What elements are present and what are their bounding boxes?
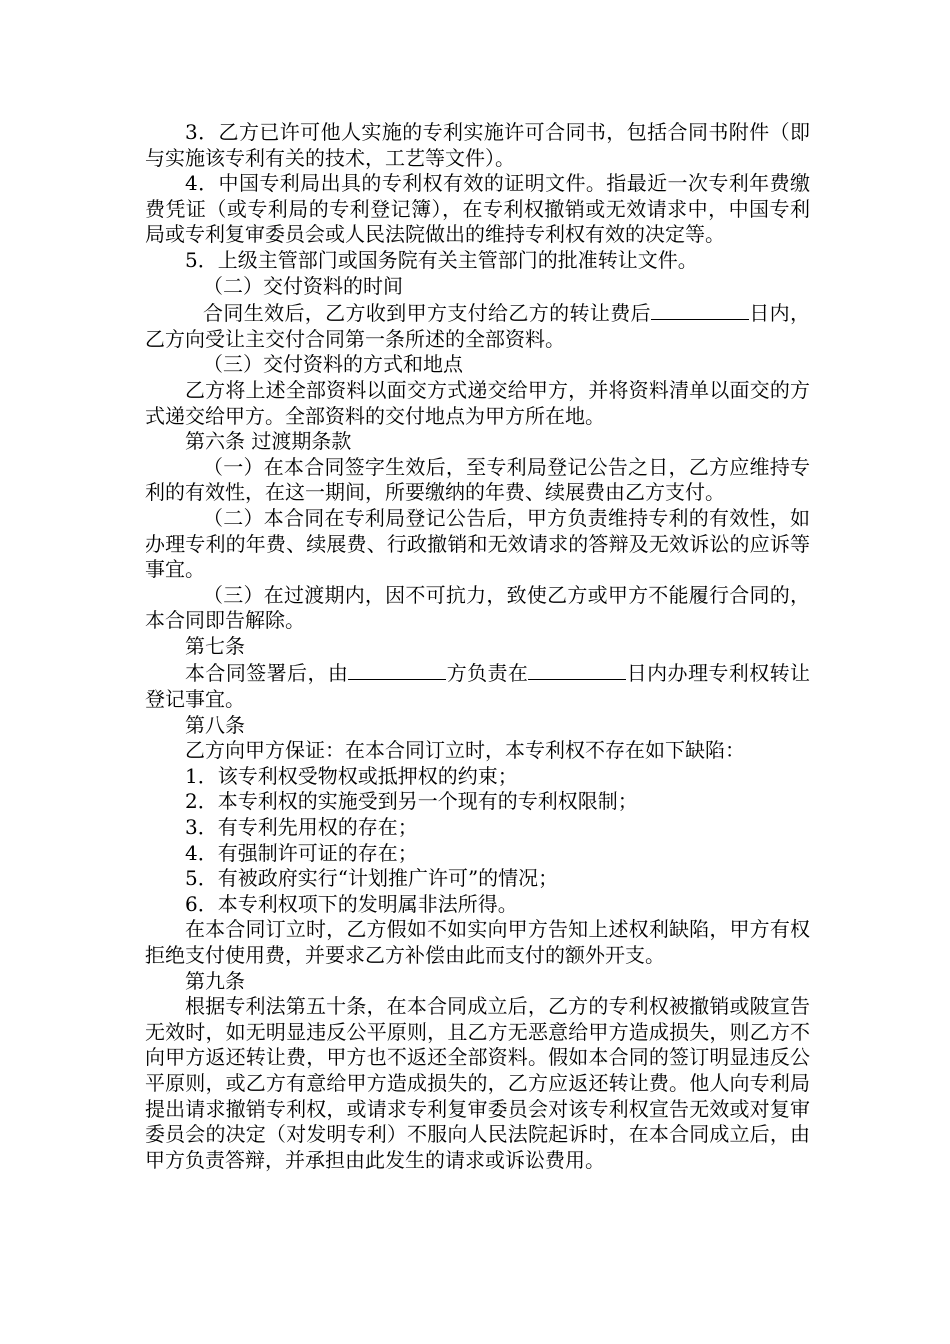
- paragraph-text: 在本合同订立时，乙方假如不如实向甲方告知上述权利缺陷，甲方有权拒绝支付使用费，并要求乙方补偿由此而支付的额外开支。: [145, 917, 810, 967]
- section-heading-delivery-method: [145, 352, 810, 378]
- paragraph-article-9: [145, 994, 810, 1173]
- fill-in-blank-days[interactable]: [528, 659, 626, 680]
- list-item-text: 6．本专利权项下的发明属非法所得。: [185, 891, 518, 916]
- paragraph-text: 乙方向甲方保证：在本合同订立时，本专利权不存在如下缺陷：: [185, 738, 745, 763]
- paragraph-text: 日内办理专利权转让登记事宜。: [145, 661, 811, 712]
- list-item-text: 3．有专利先用权的存在；: [185, 815, 418, 840]
- paragraph-text: （二）本合同在专利局登记公告后，甲方负责维持专利的有效性，如办理专利的年费、续展费、行政撤销和无效请求的答辩及无效诉讼的应诉等事宜。: [145, 505, 810, 582]
- article-6-heading: [145, 429, 810, 455]
- paragraph-text: 5．上级主管部门或国务院有关主管部门的批准转让文件。: [185, 247, 698, 272]
- paragraph-transition-1: [145, 455, 810, 506]
- heading-text: （三）交付资料的方式和地点: [203, 352, 463, 377]
- paragraph-text: 乙方将上述全部资料以面交方式递交给甲方，并将资料清单以面交的方式递交给甲方。全部资料的交付地点为甲方所在地。: [145, 377, 810, 428]
- paragraph-text: （一）在本合同签字生效后，至专利局登记公告之日，乙方应维持专利的有效性，在这一期间，所要缴纳的年费、续展费由乙方支付。: [145, 454, 810, 505]
- list-item-text: 1．该专利权受物权或抵押权的约束；: [185, 763, 518, 788]
- heading-text: 第六条 过渡期条款: [185, 429, 352, 454]
- paragraph-text: 3．乙方已许可他人实施的专利实施许可合同书，包括合同书附件（即与实施该专利有关的技术，工艺等文件）。: [145, 120, 810, 170]
- paragraph-text: 方负责在: [446, 661, 529, 686]
- paragraph-text: 根据专利法第五十条，在本合同成立后，乙方的专利权被撤销或陂宣告无效时，如无明显违反公平原则，且乙方无恶意给甲方造成损失，则乙方不向甲方返还转让费，甲方也不返还全部资料。假如本合同的签订明显违反公平原则，或乙方有意给甲方造成损失的，乙方应返还转让费。他人向专利局提出请求撤销专利权，或请求专利复审委员会对该专利权宣告无效或对复审委员会的决定（对发明专利）不服向人民法院起诉时，在本合同成立后，由甲方负责答辩，并承担由此发生的请求或诉讼费用。: [145, 994, 810, 1172]
- list-item-defect-2: [145, 789, 810, 815]
- document-body: [145, 120, 810, 1173]
- article-7-heading: [145, 634, 810, 660]
- paragraph-delivery-method: [145, 378, 810, 429]
- paragraph-article-8-closing: [145, 917, 810, 968]
- list-item-defect-1: [145, 764, 810, 790]
- heading-text: 第七条: [185, 633, 245, 658]
- article-8-heading: [145, 713, 810, 739]
- list-item-defect-4: [145, 841, 810, 867]
- paragraph-transition-3: [145, 583, 810, 634]
- heading-text: 第九条: [185, 968, 245, 993]
- paragraph-text: 4．中国专利局出具的专利权有效的证明文件。指最近一次专利年费缴费凭证（或专利局的专利登记簿），在专利权撤销或无效请求中，中国专利局或专利复审委员会或人民法院做出的维持专利权有效的决定等。: [145, 171, 810, 247]
- list-item-text: 2．本专利权的实施受到另一个现有的专利权限制；: [185, 789, 638, 814]
- fill-in-blank[interactable]: [651, 299, 749, 320]
- list-item-defect-3: [145, 815, 810, 841]
- list-item-text: 5．有被政府实行“计划推广许可”的情况；: [185, 866, 559, 891]
- heading-text: 第八条: [185, 712, 245, 737]
- paragraph-article-8-intro: [145, 738, 810, 764]
- paragraph-text: 日内，乙方向受让主交付合同第一条所述的全部资料。: [145, 301, 811, 351]
- fill-in-blank-party[interactable]: [348, 659, 446, 680]
- paragraph-article-7: [145, 659, 810, 712]
- paragraph-transition-2: [145, 506, 810, 583]
- paragraph-text: 本合同签署后，由: [185, 661, 349, 686]
- paragraph-text: 合同生效后，乙方收到甲方支付给乙方的转让费后: [203, 301, 651, 326]
- article-9-heading: [145, 969, 810, 995]
- section-heading-delivery-time: [145, 274, 810, 300]
- list-item-defect-5: [145, 866, 810, 892]
- list-item-text: 4．有强制许可证的存在；: [185, 840, 418, 865]
- list-item-defect-6: [145, 892, 810, 918]
- paragraph-item-4: [145, 171, 810, 248]
- paragraph-item-3: [145, 120, 810, 171]
- paragraph-item-5: [145, 248, 810, 274]
- paragraph-delivery-time: [145, 299, 810, 352]
- heading-text: （二）交付资料的时间: [203, 273, 403, 298]
- paragraph-text: （三）在过渡期内，因不可抗力，致使乙方或甲方不能履行合同的，本合同即告解除。: [145, 582, 810, 633]
